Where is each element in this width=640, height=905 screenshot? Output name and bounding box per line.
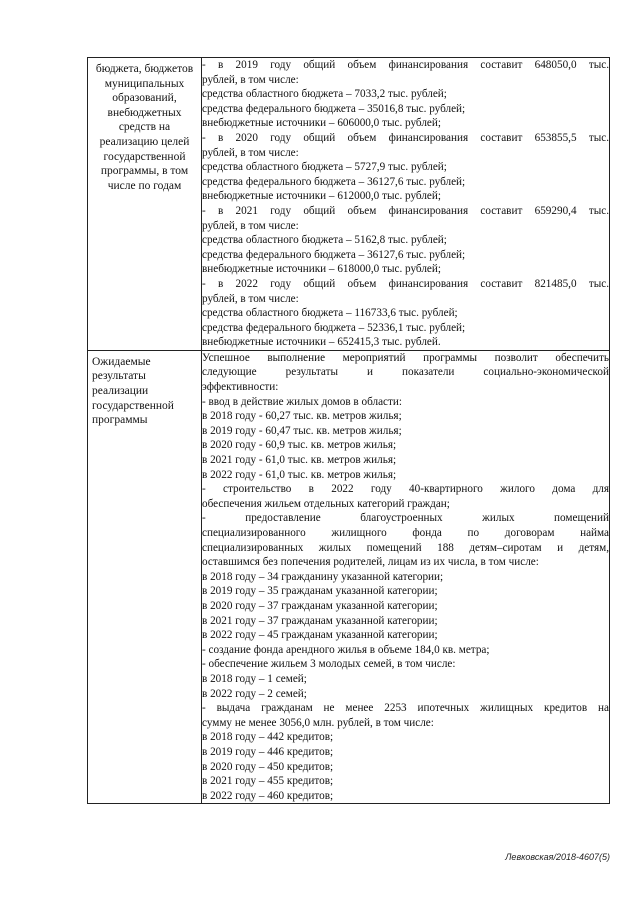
text-line: средства областного бюджета – 5162,8 тыс. рублей; — [202, 234, 447, 247]
text-line: специализированного жилищного фонда по договорам найма — [202, 527, 609, 539]
text-line: средства федерального бюджета – 36127,6 тыс. рублей; — [202, 175, 466, 188]
text-line: в 2022 году – 45 гражданам указанной категории; — [202, 629, 438, 642]
text-line: в 2022 году - 61,0 тыс. кв. метров жилья; — [202, 468, 397, 481]
text-line: - выдача гражданам не менее 2253 ипотечных жилищных кредитов на — [202, 702, 609, 715]
document-reference-footer: Левковская/2018-4607(5) — [505, 852, 610, 862]
text-line: средства федерального бюджета – 52336,1 тыс. рублей; — [202, 321, 466, 334]
text-line: - строительство в 2022 году 40-квартирного жилого дома для — [202, 483, 609, 496]
text-line: оставшимся без попечения родителей, лицам из их числа, в том числе: — [202, 556, 539, 569]
text-line: средства областного бюджета – 7033,2 тыс. рублей; — [202, 88, 447, 101]
text-line: в 2021 году – 37 гражданам указанной категории; — [202, 614, 438, 627]
text-line: - создание фонда арендного жилья в объеме 184,0 кв. метра; — [202, 643, 490, 656]
text-line: рублей, в том числе: — [202, 292, 299, 305]
text-line: - в 2020 году общий объем финансирования составит 653855,5 тыс. — [202, 131, 609, 144]
text-line: в 2018 году – 34 гражданину указанной категории; — [202, 570, 444, 583]
text-line: средства федерального бюджета – 36127,6 тыс. рублей; — [202, 248, 466, 261]
text-line: - предоставление благоустроенных жилых помещений — [202, 512, 609, 525]
text-line: в 2020 году – 37 гражданам указанной категории; — [202, 599, 438, 612]
text-line: в 2021 году – 455 кредитов; — [202, 775, 334, 788]
text-line: рублей, в том числе: — [202, 219, 299, 232]
text-line: в 2022 году – 2 семей; — [202, 687, 307, 700]
text-line: в 2019 году - 60,47 тыс. кв. метров жилья; — [202, 424, 402, 437]
text-line: - в 2021 году общий объем финансирования составит 659290,4 тыс. — [202, 204, 609, 217]
expected-results-lines — [202, 351, 609, 803]
text-line: средства областного бюджета – 5727,9 тыс. рублей; — [202, 161, 447, 174]
text-line: в 2018 году – 1 семей; — [202, 672, 307, 685]
text-line: сумму не менее 3056,0 млн. рублей, в том числе: — [202, 716, 434, 729]
text-line: специализированных жилых помещений 188 детям–сиротам и детям, — [202, 541, 609, 554]
text-line: рублей, в том числе: — [202, 73, 299, 86]
text-line: обеспечения жильем отдельных категорий граждан; — [202, 497, 450, 510]
row-label-cell — [88, 350, 202, 803]
row-label-cell — [88, 58, 202, 351]
text-line: в 2021 году - 61,0 тыс. кв. метров жилья; — [202, 454, 397, 467]
text-line: в 2018 году – 442 кредитов; — [202, 731, 334, 744]
table-row-financing — [88, 58, 610, 351]
text-line: - обеспечение жильем 3 молодых семей, в том числе: — [202, 658, 456, 671]
row-content-cell — [202, 58, 610, 351]
program-passport-table — [87, 57, 610, 804]
text-line: в 2022 году – 460 кредитов; — [202, 789, 334, 802]
text-line: внебюджетные источники – 652415,3 тыс. рублей. — [202, 336, 441, 349]
text-line: в 2019 году – 446 кредитов; — [202, 745, 334, 758]
text-line: эффективности: — [202, 381, 279, 394]
text-line: Успешное выполнение мероприятий программы позволит обеспечить — [202, 351, 609, 364]
text-line: внебюджетные источники – 606000,0 тыс. рублей; — [202, 117, 441, 130]
text-line: - в 2022 году общий объем финансирования составит 821485,0 тыс. — [202, 277, 609, 290]
text-line: внебюджетные источники – 618000,0 тыс. рублей; — [202, 263, 441, 276]
text-line: - в 2019 году общий объем финансирования составит 648050,0 тыс. — [202, 59, 609, 71]
row-label-financing: бюджета, бюджетов муниципальных образований, внебюджетных средств на реализацию целей государственной программы, в том числе по годам — [95, 63, 194, 192]
text-line: внебюджетные источники – 612000,0 тыс. рублей; — [202, 190, 441, 203]
text-line: в 2020 году – 450 кредитов; — [202, 760, 334, 773]
text-line: средства федерального бюджета – 35016,8 тыс. рублей; — [202, 102, 466, 115]
text-line: в 2019 году – 35 гражданам указанной категории; — [202, 585, 438, 598]
text-line: рублей, в том числе: — [202, 146, 299, 159]
row-content-cell — [202, 350, 610, 803]
text-line: - ввод в действие жилых домов в области: — [202, 395, 402, 408]
text-line: в 2020 году - 60,9 тыс. кв. метров жилья; — [202, 439, 397, 452]
text-line: средства областного бюджета – 116733,6 тыс. рублей; — [202, 307, 458, 320]
text-line: следующие результаты и показатели социально-экономической — [202, 366, 609, 379]
row-label-expected-results: Ожидаемые результаты реализации государственной программы — [92, 355, 174, 427]
table-row-expected-results — [88, 350, 610, 803]
text-line: в 2018 году - 60,27 тыс. кв. метров жилья; — [202, 410, 402, 423]
financing-lines — [202, 58, 609, 350]
